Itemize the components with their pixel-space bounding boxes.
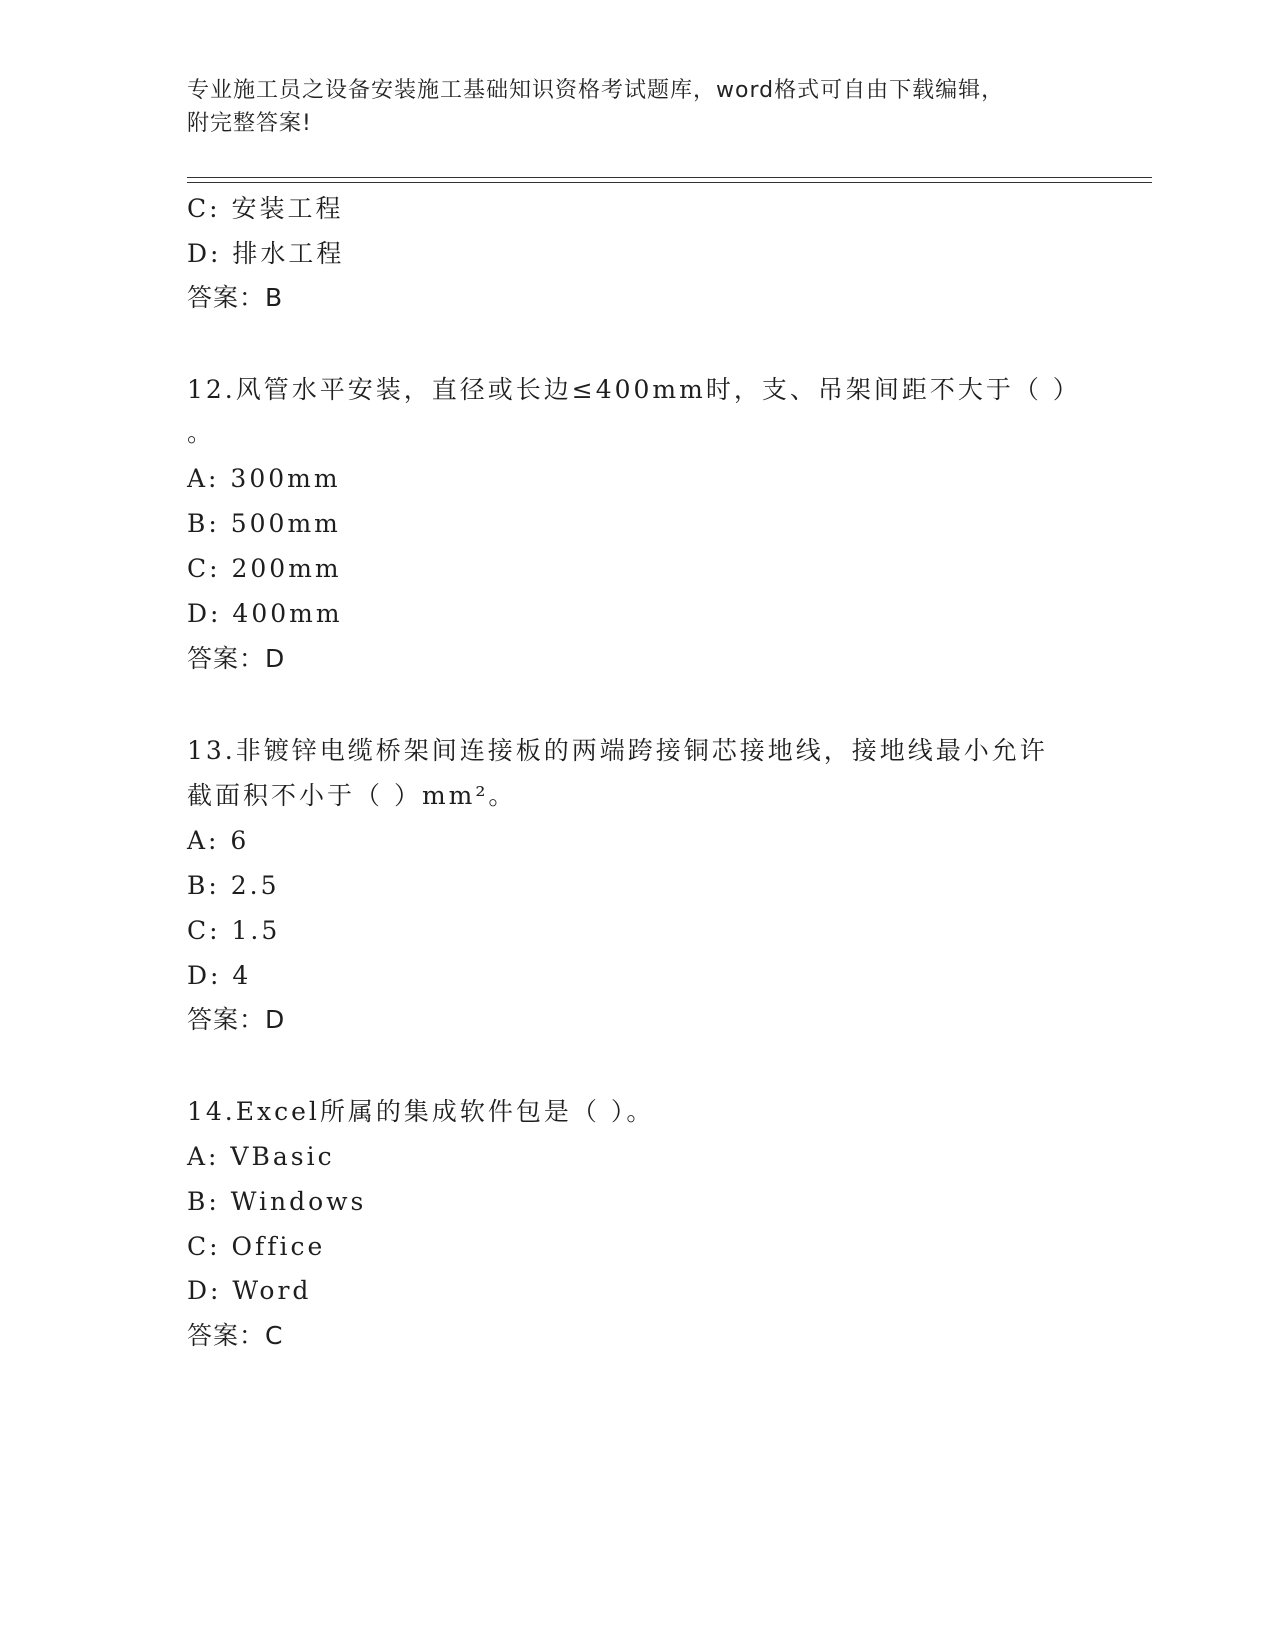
q12-answer: 答案：D [187,644,286,673]
header-line-2: 附完整答案! [187,111,312,136]
q14-option-b: B: Windows [187,1187,367,1216]
q12-option-c: C: 200mm [187,554,342,583]
q12-stem-line-1: 12.风管水平安装，直径或长边≤400mm时，支、吊架间距不大于（ ） [187,375,1081,404]
q14-option-d: D: Word [187,1276,312,1305]
q13-option-c: C: 1.5 [187,916,281,945]
q12-stem-line-2: 。 [187,418,216,447]
q13-option-a: A: 6 [187,826,250,855]
q13-option-b: B: 2.5 [187,871,280,900]
header-divider-bottom [187,182,1152,183]
q14-answer: 答案：C [187,1321,284,1350]
q12-option-b: B: 500mm [187,509,341,538]
q11-option-d: D: 排水工程 [187,239,345,268]
q12-option-d: D: 400mm [187,599,343,628]
q11-answer: 答案：B [187,283,284,312]
q14-option-a: A: VBasic [187,1142,335,1171]
document-header [187,74,1067,140]
q14-stem: 14.Excel所属的集成软件包是（ ）。 [187,1097,655,1126]
q13-stem-line-1: 13.非镀锌电缆桥架间连接板的两端跨接铜芯接地线，接地线最小允许 [187,736,1048,765]
q11-option-c: C: 安装工程 [187,194,344,223]
q13-answer: 答案：D [187,1005,286,1034]
header-line-1: 专业施工员之设备安装施工基础知识资格考试题库，word格式可自由下载编辑， [187,78,1005,103]
q14-option-c: C: Office [187,1232,326,1261]
q13-stem-line-2: 截面积不小于（ ）mm²。 [187,781,517,810]
q13-option-d: D: 4 [187,961,252,990]
header-divider-top [187,177,1152,178]
q12-option-a: A: 300mm [187,464,341,493]
